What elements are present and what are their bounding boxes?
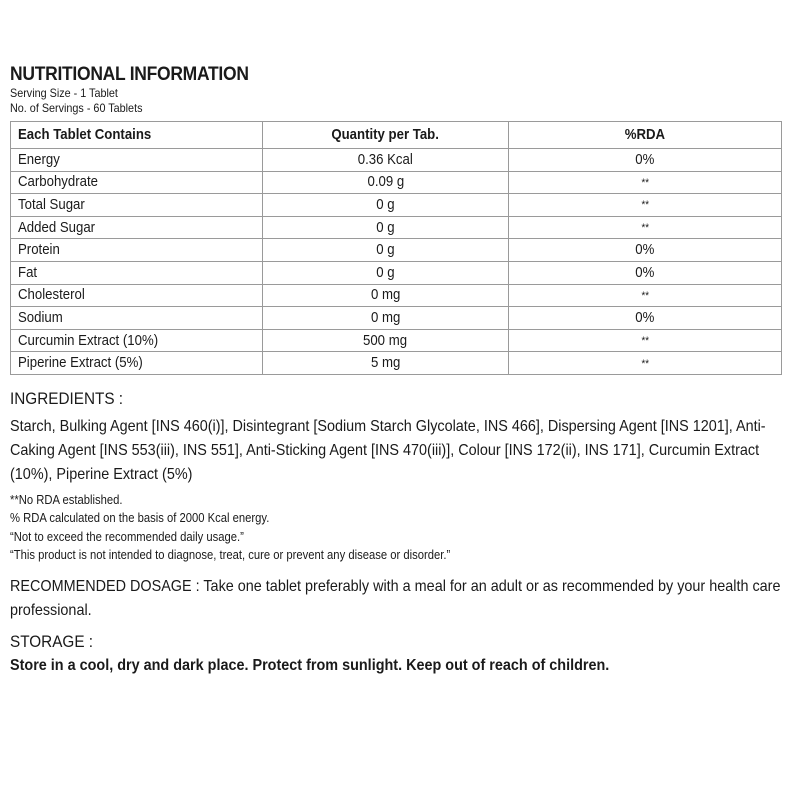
ingredients-text: Starch, Bulking Agent [INS 460(i)], Disintegrant [Sodium Starch Glycolate, INS 466], Dispersing Agent [INS 1201], Anti-Caking Agent [INS 553(iii), INS 551], Anti-Sticking Agent [INS 470(iii)], Colour [INS 172(ii), INS 171], Curcumin Extract (10%), Piperine Extract (5%) xyxy=(10,417,766,483)
note-rda-basis: % RDA calculated on the basis of 2000 Kcal energy. xyxy=(10,511,270,526)
notes xyxy=(10,491,782,565)
nutrition-table xyxy=(10,121,782,375)
column-header-rda: %RDA xyxy=(509,122,782,149)
cell-nutrient: Cholesterol xyxy=(11,284,263,307)
note-no-rda: **No RDA established. xyxy=(10,492,123,507)
cell-nutrient: Total Sugar xyxy=(11,194,263,217)
table-row xyxy=(11,194,782,217)
nutrition-label xyxy=(10,64,782,679)
servings-count: No. of Servings - 60 Tablets xyxy=(10,101,143,115)
cell-rda: ** xyxy=(509,284,782,307)
table-row xyxy=(11,329,782,352)
column-header-quantity: Quantity per Tab. xyxy=(263,122,509,149)
table-row xyxy=(11,284,782,307)
cell-quantity: 0 mg xyxy=(263,307,509,330)
storage-text: Store in a cool, dry and dark place. Protect from sunlight. Keep out of reach of children. xyxy=(10,656,610,674)
cell-rda: ** xyxy=(509,352,782,375)
cell-nutrient: Curcumin Extract (10%) xyxy=(11,329,263,352)
table-row xyxy=(11,307,782,330)
cell-quantity: 0.09 g xyxy=(263,171,509,194)
note-usage: “Not to exceed the recommended daily usage.” xyxy=(10,529,244,544)
cell-quantity: 500 mg xyxy=(263,329,509,352)
cell-quantity: 0 g xyxy=(263,216,509,239)
cell-rda: 0% xyxy=(509,261,782,284)
cell-quantity: 0 g xyxy=(263,194,509,217)
table-row xyxy=(11,216,782,239)
dosage-text: Take one tablet preferably with a meal for an adult or as recommended by your health care professional. xyxy=(10,577,781,619)
dosage-section xyxy=(10,575,782,623)
storage-heading: STORAGE : xyxy=(10,631,94,651)
page-title: NUTRITIONAL INFORMATION xyxy=(10,64,249,85)
cell-nutrient: Piperine Extract (5%) xyxy=(11,352,263,375)
cell-quantity: 0 g xyxy=(263,261,509,284)
cell-nutrient: Carbohydrate xyxy=(11,171,263,194)
serving-size: Serving Size - 1 Tablet xyxy=(10,86,118,100)
note-disclaimer: “This product is not intended to diagnose, treat, cure or prevent any disease or disorder.” xyxy=(10,548,451,563)
cell-quantity: 5 mg xyxy=(263,352,509,375)
table-row xyxy=(11,239,782,262)
cell-nutrient: Protein xyxy=(11,239,263,262)
column-header-nutrient: Each Tablet Contains xyxy=(11,122,263,149)
cell-rda: 0% xyxy=(509,149,782,172)
cell-rda: ** xyxy=(509,171,782,194)
table-row xyxy=(11,171,782,194)
cell-quantity: 0 mg xyxy=(263,284,509,307)
dosage-heading: RECOMMENDED DOSAGE : xyxy=(10,577,200,595)
cell-rda: ** xyxy=(509,216,782,239)
table-header-row xyxy=(11,122,782,149)
cell-rda: 0% xyxy=(509,307,782,330)
cell-nutrient: Energy xyxy=(11,149,263,172)
table-row xyxy=(11,261,782,284)
cell-rda: 0% xyxy=(509,239,782,262)
cell-rda: ** xyxy=(509,329,782,352)
cell-rda: ** xyxy=(509,194,782,217)
cell-quantity: 0 g xyxy=(263,239,509,262)
cell-quantity: 0.36 Kcal xyxy=(263,149,509,172)
cell-nutrient: Fat xyxy=(11,261,263,284)
cell-nutrient: Sodium xyxy=(11,307,263,330)
ingredients-heading: INGREDIENTS : xyxy=(10,388,124,408)
table-row xyxy=(11,149,782,172)
cell-nutrient: Added Sugar xyxy=(11,216,263,239)
table-row xyxy=(11,352,782,375)
